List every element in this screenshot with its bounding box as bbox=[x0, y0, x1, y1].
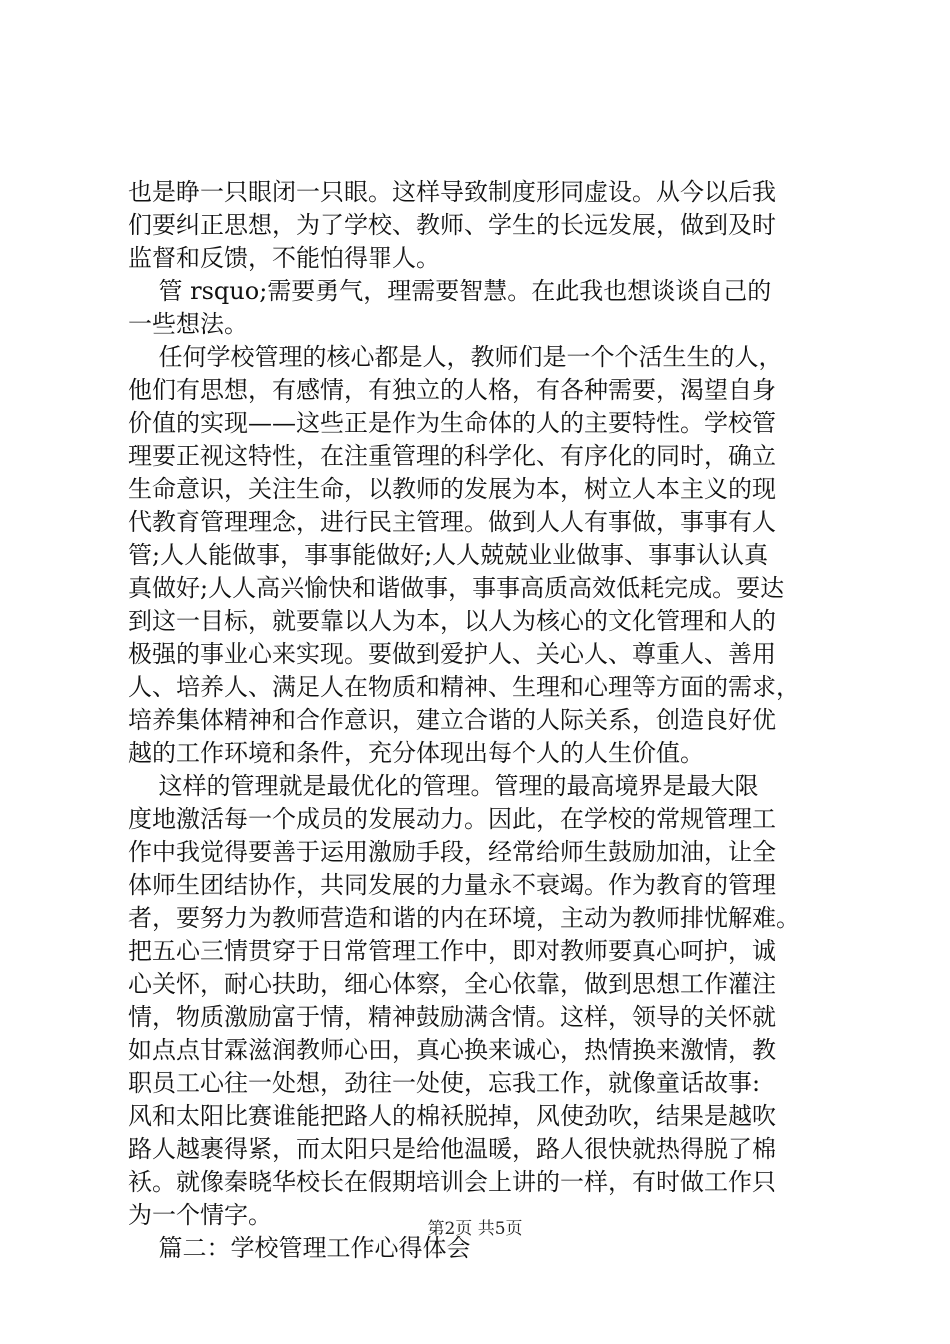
text-line: 路人越裹得紧，而太阳只是给他温暖，路人很快就热得脱了棉 bbox=[128, 1135, 776, 1163]
text-line: 价值的实现——这些正是作为生命体的人的主要特性。学校管 bbox=[128, 409, 776, 437]
text-line: 监督和反馈，不能怕得罪人。 bbox=[128, 244, 440, 272]
text-line: 管;人人能做事，事事能做好;人人兢兢业业做事、事事认认真 bbox=[128, 541, 769, 569]
text-line: 者，要努力为教师营造和谐的内在环境，主动为教师排忧解难。 bbox=[128, 904, 800, 932]
text-line: 代教育管理理念，进行民主管理。做到人人有事做，事事有人 bbox=[128, 508, 776, 536]
text-line: 作中我觉得要善于运用激励手段，经常给师生鼓励加油，让全 bbox=[128, 838, 776, 866]
text-line: 一些想法。 bbox=[128, 310, 248, 338]
text-line: 度地激活每一个成员的发展动力。因此，在学校的常规管理工 bbox=[128, 805, 776, 833]
text-line: 如点点甘霖滋润教师心田，真心换来诚心，热情换来激情，教 bbox=[128, 1036, 776, 1064]
body-text bbox=[128, 176, 840, 1265]
text-line: 生命意识，关注生命，以教师的发展为本，树立人本主义的现 bbox=[128, 475, 776, 503]
text-line: 管 rsquo;需要勇气，理需要智慧。在此我也想谈谈自己的 bbox=[128, 277, 772, 305]
text-line: 也是睁一只眼闭一只眼。这样导致制度形同虚设。从今以后我 bbox=[128, 178, 776, 206]
text-line: 心关怀，耐心扶助，细心体察，全心依靠，做到思想工作灌注 bbox=[128, 970, 776, 998]
text-line: 体师生团结协作，共同发展的力量永不衰竭。作为教育的管理 bbox=[128, 871, 776, 899]
text-line: 理要正视这特性，在注重管理的科学化、有序化的同时，确立 bbox=[128, 442, 776, 470]
text-line: 极强的事业心来实现。要做到爱护人、关心人、尊重人、善用 bbox=[128, 640, 776, 668]
text-line: 职员工心往一处想，劲往一处使，忘我工作，就像童话故事: bbox=[128, 1069, 761, 1097]
text-line: 任何学校管理的核心都是人，教师们是一个个活生生的人， bbox=[128, 343, 783, 371]
text-line: 袄。就像秦晓华校长在假期培训会上讲的一样，有时做工作只 bbox=[128, 1168, 776, 1196]
text-line: 情，物质激励富于情，精神鼓励满含情。这样，领导的关怀就 bbox=[128, 1003, 776, 1031]
text-line: 风和太阳比赛谁能把路人的棉袄脱掉，风使劲吹，结果是越吹 bbox=[128, 1102, 776, 1130]
text-line: 到这一目标，就要靠以人为本，以人为核心的文化管理和人的 bbox=[128, 607, 776, 635]
section-heading: 篇二：学校管理工作心得体会 bbox=[128, 1234, 471, 1262]
page-number-footer: 第2页 共5页 bbox=[427, 1219, 523, 1239]
text-line: 人、培养人、满足人在物质和精神、生理和心理等方面的需求， bbox=[128, 673, 800, 701]
text-line: 们要纠正思想，为了学校、教师、学生的长远发展，做到及时 bbox=[128, 211, 776, 239]
text-line: 为一个情字。 bbox=[128, 1201, 272, 1229]
text-line: 真做好;人人高兴愉快和谐做事，事事高质高效低耗完成。要达 bbox=[128, 574, 785, 602]
text-line: 这样的管理就是最优化的管理。管理的最高境界是最大限 bbox=[128, 772, 759, 800]
text-line: 把五心三情贯穿于日常管理工作中，即对教师要真心呵护，诚 bbox=[128, 937, 776, 965]
text-line: 他们有思想，有感情，有独立的人格，有各种需要，渴望自身 bbox=[128, 376, 776, 404]
text-line: 培养集体精神和合作意识，建立合谐的人际关系，创造良好优 bbox=[128, 706, 776, 734]
text-line: 越的工作环境和条件，充分体现出每个人的人生价值。 bbox=[128, 739, 704, 767]
